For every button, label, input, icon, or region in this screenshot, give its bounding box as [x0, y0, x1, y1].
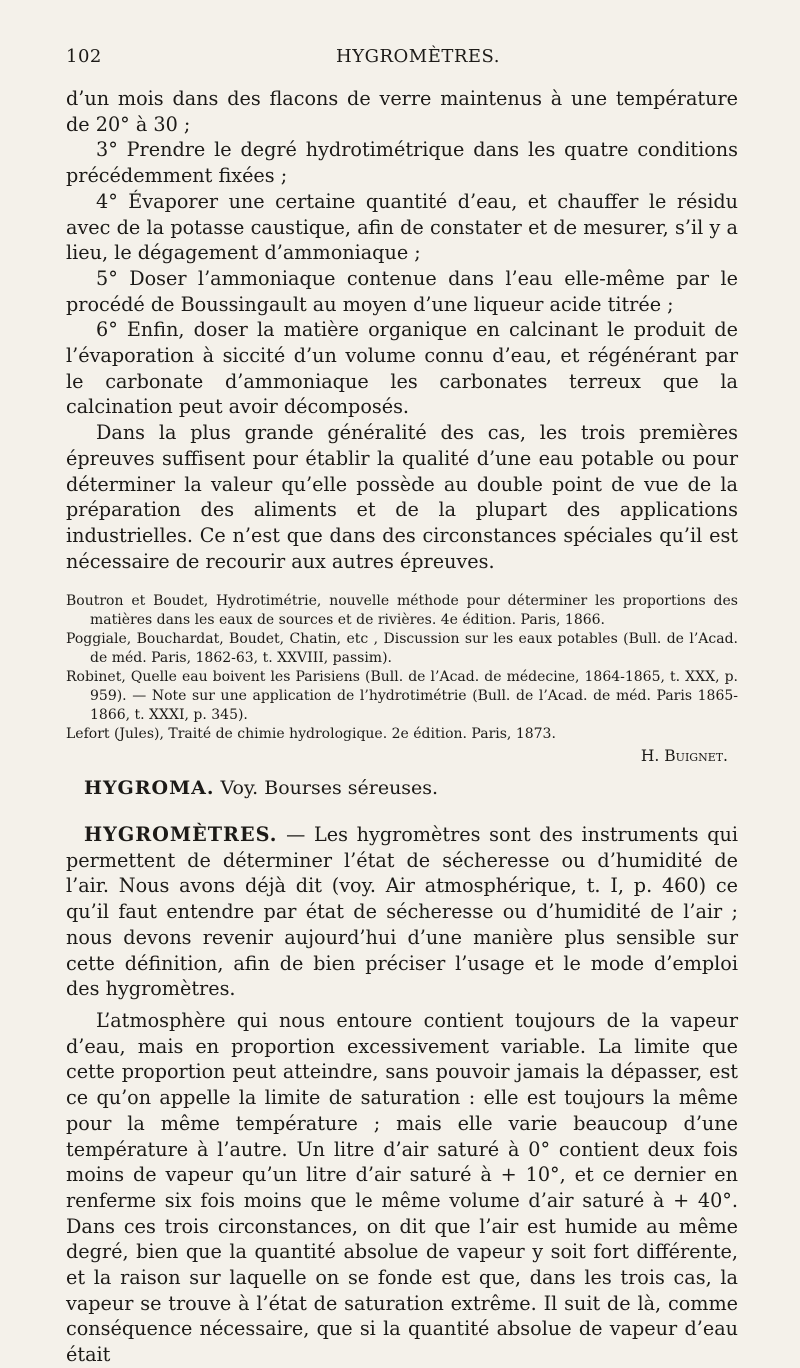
paragraph-step-6: 6° Enfin, doser la matière organique en calcinant le produit de l’évaporation à siccité d’un volume connu d’eau, et régénérant par le carbonate d’ammoniaque les carbonates terreux que la calcination peut avoir décomposés. [66, 318, 738, 419]
reference-item: Robinet, Quelle eau boivent les Parisiens (Bull. de l’Acad. de médecine, 1864-1865, t. XXX, p. 959). — Note sur une application de l’hydrotimétrie (Bull. de l’Acad. de méd. Paris 1865-1866, t. XXXI, p. 345). [66, 669, 738, 724]
entry-paragraph-2: L’atmosphère qui nous entoure contient toujours de la vapeur d’eau, mais en proportion excessivement variable. La limite que cette proportion peut atteindre, sans pouvoir jamais la dépasser, est ce qu’on appelle la limite de saturation : elle est toujours la même pour la même température ; mais elle varie beaucoup d’une température à l’autre. Un litre d’air saturé à 0° contient deux fois moins de vapeur qu’un litre d’air saturé à + 10°, et ce dernier en renferme six fois moins que le même volume d’air saturé à + 40°. Dans ces trois circonstances, on dit que l’air est humide au même degré, bien que la quantité absolue de vapeur y soit fort différente, et la raison sur laquelle on se fonde est que, dans les trois cas, la vapeur se trouve à l’état de saturation extrême. Il suit de là, comme conséquence nécessaire, que si la quantité absolue de vapeur d’eau était [66, 1008, 738, 1367]
reference-item: Lefort (Jules), Traité de chimie hydrologique. 2e édition. Paris, 1873. [66, 726, 556, 743]
running-title: HYGROMÈTRES. [336, 46, 500, 67]
paragraph-continuation: d’un mois dans des flacons de verre maintenus à une température de 20° à 30 ; [66, 87, 738, 136]
bibliography [66, 592, 738, 744]
entry-hygroma [66, 776, 738, 802]
reference-item: Boutron et Boudet, Hydrotimétrie, nouvelle méthode pour déterminer les proportions des matières dans les eaux de sources et de rivières. 4e édition. Paris, 1866. [66, 593, 738, 629]
running-header [66, 46, 738, 86]
page-number: 102 [66, 46, 102, 67]
entry-head-hygrometres: HYGROMÈTRES. [84, 823, 278, 847]
entry-crossref: Voy. Bourses séreuses. [220, 777, 439, 800]
entry-paragraph-1: — Les hygromètres sont des instruments qui permettent de déterminer l’état de sécheresse ou d’humidité de l’air. Nous avons déjà dit (voy. Air atmosphérique, t. I, p. 460) ce qu’il faut entendre par état de sécheresse ou d’humidité de l’air ; nous devons revenir aujourd’hui d’une manière plus sensible sur cette définition, afin de bien préciser l’usage et le mode d’emploi des hygromètres. [66, 823, 738, 1001]
paragraph-conclusion: Dans la plus grande généralité des cas, les trois premières épreuves suffisent pour établir la qualité d’une eau potable ou pour déterminer la valeur qu’elle possède au double point de vue de la préparation des aliments et de la plupart des applications industrielles. Ce n’est que dans des circonstances spéciales qu’il est nécessaire de recourir aux autres épreuves. [66, 421, 738, 573]
entry-head-hygroma: HYGROMA. [84, 777, 215, 800]
paragraph-step-3: 3° Prendre le degré hydrotimétrique dans les quatre conditions précédemment fixées ; [66, 138, 738, 188]
page [66, 46, 738, 1368]
author-signature: H. Buignet. [640, 747, 728, 766]
reference-item: Poggiale, Bouchardat, Boudet, Chatin, etc , Discussion sur les eaux potables (Bull. de l’Acad. de méd. Paris, 1862-63, t. XXVIII, passim). [66, 631, 738, 667]
paragraph-step-4: 4° Évaporer une certaine quantité d’eau, et chauffer le résidu avec de la potasse caustique, afin de constater et de mesurer, s’il y a lieu, le dégagement d’ammoniaque ; [66, 189, 738, 265]
entry-hygrometres [66, 822, 738, 1002]
paragraph-step-5: 5° Doser l’ammoniaque contenue dans l’eau elle-même par le procédé de Boussingault au moyen d’une liqueur acide titrée ; [66, 266, 738, 316]
